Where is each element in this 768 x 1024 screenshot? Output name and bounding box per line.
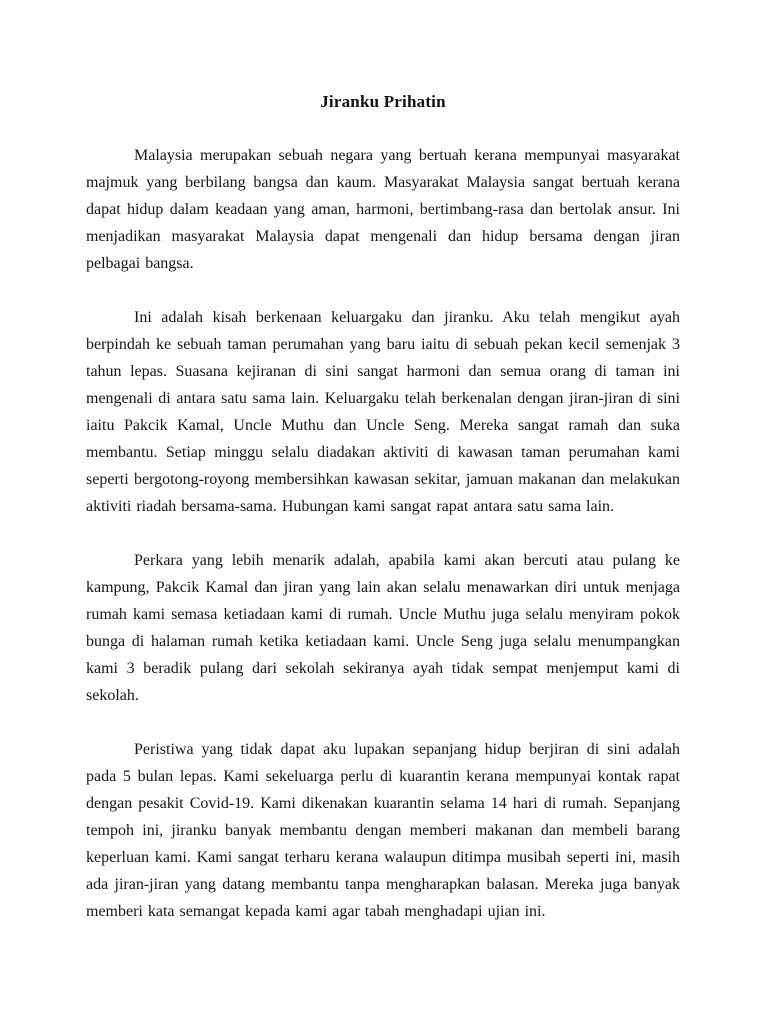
essay-title: Jiranku Prihatin [320, 92, 446, 111]
essay-paragraph-4: Peristiwa yang tidak dapat aku lupakan sepanjang hidup berjiran di sini adalah pada 5 bulan lepas. Kami sekeluarga perlu di kuarantin kerana mempunyai kontak rapat dengan pesakit Covid-19. Kami dikenakan kuarantin selama 14 hari di rumah. Sepanjang tempoh ini, jiranku banyak membantu dengan memberi makanan dan membeli barang keperluan kami. Kami sangat terharu kerana walaupun ditimpa musibah seperti ini, masih ada jiran-jiran yang datang membantu tanpa mengharapkan balasan. Mereka juga banyak memberi kata semangat kepada kami agar tabah menghadapi ujian ini. [86, 741, 680, 920]
essay-paragraph-1: Malaysia merupakan sebuah negara yang bertuah kerana mempunyai masyarakat majmuk yang berbilang bangsa dan kaum. Masyarakat Malaysia sangat bertuah kerana dapat hidup dalam keadaan yang aman, harmoni, bertimbang-rasa dan bertolak ansur. Ini menjadikan masyarakat Malaysia dapat mengenali dan hidup bersama dengan jiran pelbagai bangsa. [86, 147, 680, 272]
essay-paragraph-3: Perkara yang lebih menarik adalah, apabila kami akan bercuti atau pulang ke kampung, Pakcik Kamal dan jiran yang lain akan selalu menawarkan diri untuk menjaga rumah kami semasa ketiadaan kami di rumah. Uncle Muthu juga selalu menyiram pokok bunga di halaman rumah ketika ketiadaan kami. Uncle Seng juga selalu menumpangkan kami 3 beradik pulang dari sekolah sekiranya ayah tidak sempat menjemput kami di sekolah. [86, 552, 680, 704]
essay-paragraph-2: Ini adalah kisah berkenaan keluargaku dan jiranku. Aku telah mengikut ayah berpindah ke sebuah taman perumahan yang baru iaitu di sebuah pekan kecil semenjak 3 tahun lepas. Suasana kejiranan di sini sangat harmoni dan semua orang di taman ini mengenali di antara satu sama lain. Keluargaku telah berkenalan dengan jiran-jiran di sini iaitu Pakcik Kamal, Uncle Muthu dan Uncle Seng. Mereka sangat ramah dan suka membantu. Setiap minggu selalu diadakan aktiviti di kawasan taman perumahan kami seperti bergotong-royong membersihkan kawasan sekitar, jamuan makanan dan melakukan aktiviti riadah bersama-sama. Hubungan kami sangat rapat antara satu sama lain. [86, 309, 680, 515]
